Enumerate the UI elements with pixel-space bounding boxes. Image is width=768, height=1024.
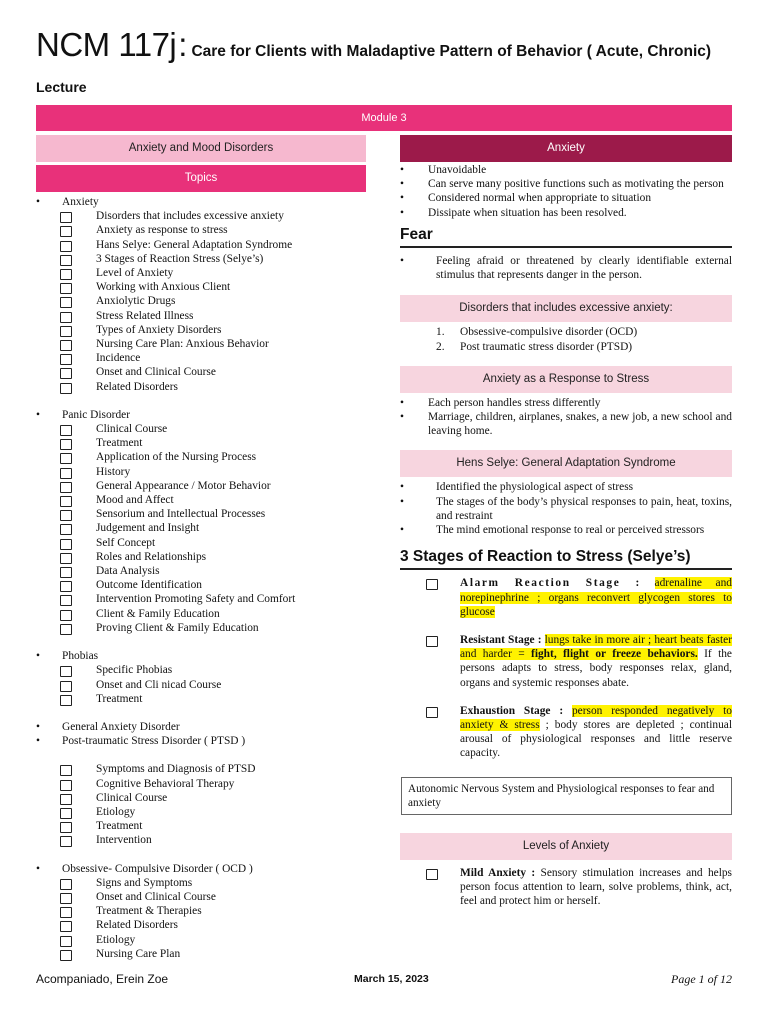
topic-group-label: • Anxiety (36, 195, 366, 209)
title-colon: : (178, 26, 188, 63)
mild-anxiety-item (400, 866, 732, 909)
hans-title-bar: Hens Selye: General Adaptation Syndrome (400, 450, 732, 477)
checklist-item: Treatment (36, 436, 366, 450)
checklist-item: Self Concept (36, 536, 366, 550)
disorders-list (400, 325, 732, 353)
hans-bullets (400, 480, 732, 537)
course-subtitle: Care for Clients with Maladaptive Pattern of Behavior ( Acute, Chronic) (191, 43, 712, 60)
footer-author: Acompaniado, Erein Zoe (36, 972, 169, 986)
checklist-item: Working with Anxious Client (36, 280, 366, 294)
section-title-bar: Anxiety and Mood Disorders (36, 135, 366, 162)
footer-date: March 15, 2023 (354, 973, 429, 985)
bullet-item: • The stages of the body’s physical responses to pain, heat, toxins, and restraint (400, 495, 732, 523)
bullet-item: • Considered normal when appropriate to situation (400, 191, 732, 205)
mild-anxiety-text: Sensory stimulation increases and helps person focus attention to learn, solve problems, think, act, feel and protect him or herself. (460, 866, 732, 908)
stage-label: Exhaustion Stage : (460, 704, 564, 717)
checklist-item: Etiology (36, 805, 366, 819)
checklist-item: Clinical Course (36, 791, 366, 805)
stage-item (400, 633, 732, 690)
spacer (36, 706, 366, 720)
topics-title-bar: Topics (36, 165, 366, 192)
checklist-item: Related Disorders (36, 918, 366, 932)
disorder-text: Obsessive-compulsive disorder (OCD) (460, 326, 638, 339)
checklist-item: Anxiolytic Drugs (36, 294, 366, 308)
checklist-item: Judgement and Insight (36, 521, 366, 535)
checklist-item: Hans Selye: General Adaptation Syndrome (36, 238, 366, 252)
stage-rest: If the persons adapts to stress, body responses relax, gland, organs and systemic responses abate. (460, 648, 732, 689)
checklist-item: Treatment & Therapies (36, 904, 366, 918)
checklist-item: Client & Family Education (36, 607, 366, 621)
spacer (36, 848, 366, 862)
stage-label: Alarm Reaction Stage : (460, 577, 641, 590)
response-bullets (400, 396, 732, 439)
stage-highlight-bold: fight, flight or freeze behaviors. (531, 648, 698, 661)
checklist-item: Etiology (36, 933, 366, 947)
checklist-item: History (36, 465, 366, 479)
checklist-item: 3 Stages of Reaction Stress (Selye’s) (36, 252, 366, 266)
stage-item (400, 704, 732, 761)
disorder-item (400, 325, 732, 339)
checklist-item: Application of the Nursing Process (36, 450, 366, 464)
stage-item (400, 576, 732, 619)
fear-heading: Fear (400, 228, 732, 248)
topic-ptsd: • Post-traumatic Stress Disorder ( PTSD ) (36, 734, 366, 748)
spacer (36, 394, 366, 408)
checklist-item: Level of Anxiety (36, 266, 366, 280)
checklist-item: Treatment (36, 692, 366, 706)
ans-box: Autonomic Nervous System and Physiological responses to fear and anxiety (401, 777, 732, 815)
bullet-item: • Unavoidable (400, 163, 732, 177)
checklist-item: Disorders that includes excessive anxiety (36, 209, 366, 223)
document-title (36, 26, 712, 63)
disorders-title-bar: Disorders that includes excessive anxiety: (400, 295, 732, 322)
checklist-item: Specific Phobias (36, 663, 366, 677)
stages-list (400, 576, 732, 760)
checklist-item: Data Analysis (36, 564, 366, 578)
disorder-text: Post traumatic stress disorder (PTSD) (460, 340, 633, 353)
stages-heading: 3 Stages of Reaction to Stress (Selye’s) (400, 550, 732, 570)
topic-list (36, 195, 366, 961)
bullet-item: • The mind emotional response to real or perceived stressors (400, 523, 732, 537)
stage-highlight: adrenaline and norepinephrine ; organs reconvert glycogen stores to glucose (460, 577, 732, 618)
checklist-item: Intervention Promoting Safety and Comfort (36, 592, 366, 606)
bullet-item: • Each person handles stress differently (400, 396, 732, 410)
topic-gad: • General Anxiety Disorder (36, 720, 366, 734)
checklist-item: Roles and Relationships (36, 550, 366, 564)
mild-anxiety-label: Mild Anxiety : (460, 866, 536, 879)
stage-highlight: lungs take in more air ; heart beats faster and harder = (460, 634, 732, 661)
checklist-item: Symptoms and Diagnosis of PTSD (36, 762, 366, 776)
spacer (36, 635, 366, 649)
response-title-bar: Anxiety as a Response to Stress (400, 366, 732, 393)
disorder-number: 2. (436, 340, 445, 353)
footer-page: Page 1 of 12 (671, 972, 732, 986)
spacer (36, 748, 366, 762)
module-bar: Module 3 (36, 105, 732, 131)
checklist-item: Intervention (36, 833, 366, 847)
checklist-item: Onset and Clinical Course (36, 365, 366, 379)
bullet-item: • Dissipate when situation has been resolved. (400, 206, 732, 220)
checklist-item: Anxiety as response to stress (36, 223, 366, 237)
checklist-item: Onset and Cli nicad Course (36, 678, 366, 692)
checklist-item: Mood and Affect (36, 493, 366, 507)
checklist-item: Treatment (36, 819, 366, 833)
stage-highlight: person responded negatively to anxiety & stress (460, 704, 732, 732)
checklist-item: Nursing Care Plan (36, 947, 366, 961)
checklist-item: Proving Client & Family Education (36, 621, 366, 635)
topic-ocd: • Obsessive- Compulsive Disorder ( OCD ) (36, 862, 366, 876)
checklist-item: Related Disorders (36, 380, 366, 394)
checklist-item: Incidence (36, 351, 366, 365)
checklist-item: Stress Related Illness (36, 309, 366, 323)
levels-title-bar: Levels of Anxiety (400, 833, 732, 860)
topic-group-label: • Phobias (36, 649, 366, 663)
lecture-label: Lecture (36, 79, 87, 95)
stage-rest: ; body stores are depleted ; continual arousal of physiological responses and little reserve capacity. (460, 719, 732, 760)
fear-bullet-text: Feeling afraid or threatened by clearly identifiable external stimulus that represents danger in the person. (436, 255, 732, 282)
checklist-item: Nursing Care Plan: Anxious Behavior (36, 337, 366, 351)
disorder-number: 1. (436, 326, 445, 339)
disorder-item (400, 340, 732, 354)
topic-group-label: • Panic Disorder (36, 408, 366, 422)
anxiety-title-bar: Anxiety (400, 135, 732, 162)
fear-bullet (400, 254, 732, 282)
right-column (400, 135, 732, 908)
stage-label: Resistant Stage : (460, 634, 542, 647)
checklist-item: Sensorium and Intellectual Processes (36, 507, 366, 521)
checklist-item: Cognitive Behavioral Therapy (36, 777, 366, 791)
checklist-item: Types of Anxiety Disorders (36, 323, 366, 337)
bullet-item: • Identified the physiological aspect of stress (400, 480, 732, 494)
checklist-item: Signs and Symptoms (36, 876, 366, 890)
anxiety-bullets (400, 163, 732, 220)
left-column (36, 135, 366, 961)
checklist-item: General Appearance / Motor Behavior (36, 479, 366, 493)
checklist-item: Outcome Identification (36, 578, 366, 592)
course-code: NCM 117j (36, 26, 177, 63)
bullet-item: • Marriage, children, airplanes, snakes, a new job, a new school and leaving home. (400, 410, 732, 438)
checklist-item: Clinical Course (36, 422, 366, 436)
checklist-item: Onset and Clinical Course (36, 890, 366, 904)
bullet-item: • Can serve many positive functions such as motivating the person (400, 177, 732, 191)
